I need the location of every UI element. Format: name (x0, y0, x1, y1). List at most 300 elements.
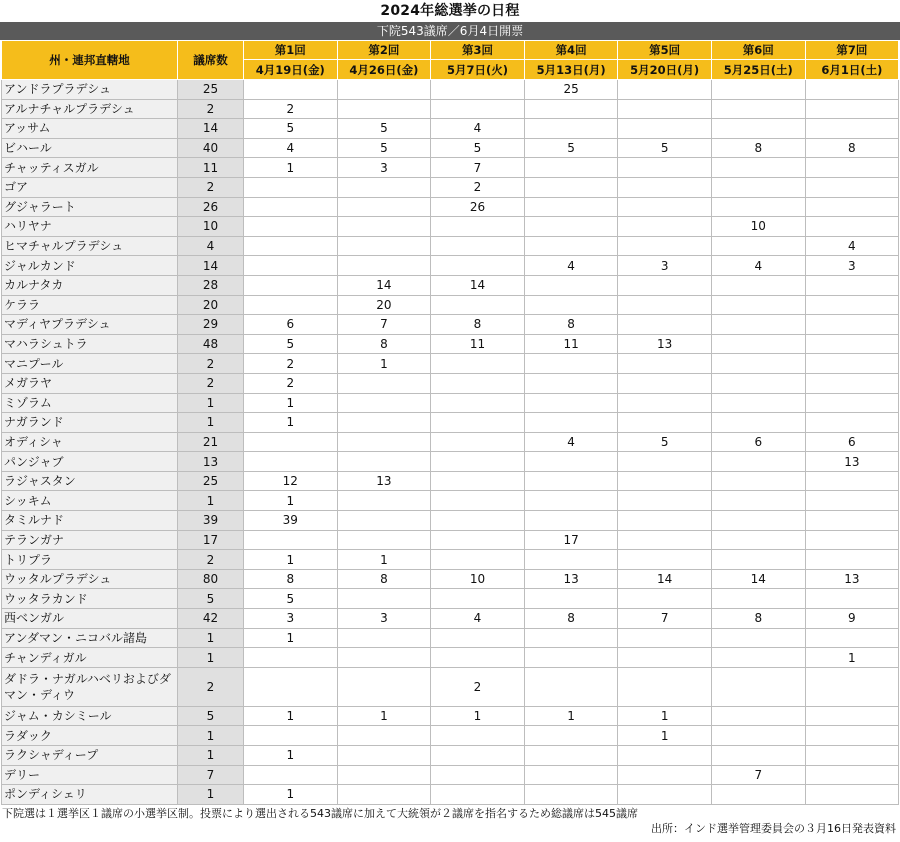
seats-cell: 13 (178, 452, 244, 472)
phase-seats-cell (337, 256, 431, 276)
phase-seats-cell: 5 (618, 138, 712, 158)
table-row (2, 158, 899, 178)
phase-seats-cell (431, 354, 525, 374)
phase-seats-cell: 1 (337, 354, 431, 374)
seats-cell: 1 (178, 726, 244, 746)
phase-seats-cell: 4 (524, 256, 618, 276)
phase-seats-cell (805, 177, 899, 197)
phase-seats-cell (524, 667, 618, 706)
phase-seats-cell: 13 (805, 569, 899, 589)
table-row (2, 295, 899, 315)
phase-seats-cell (618, 413, 712, 433)
phase-seats-cell (618, 177, 712, 197)
phase-seats-cell (337, 217, 431, 237)
phase-seats-cell (337, 628, 431, 648)
phase-seats-cell (431, 413, 525, 433)
phase-seats-cell: 13 (524, 569, 618, 589)
phase-seats-cell (524, 197, 618, 217)
phase-seats-cell (524, 275, 618, 295)
phase-seats-cell (524, 99, 618, 119)
table-row (2, 413, 899, 433)
phase-seats-cell (711, 628, 805, 648)
phase-seats-cell: 20 (337, 295, 431, 315)
phase-seats-cell: 11 (524, 334, 618, 354)
state-name-cell: テランガナ (2, 530, 178, 550)
phase-seats-cell (711, 726, 805, 746)
phase-seats-cell: 3 (805, 256, 899, 276)
table-row (2, 373, 899, 393)
phase-seats-cell: 39 (244, 511, 338, 531)
phase-seats-cell (805, 746, 899, 766)
state-name-cell: 西ベンガル (2, 609, 178, 629)
state-name-cell: ケララ (2, 295, 178, 315)
header-seats: 議席数 (178, 41, 244, 80)
table-row (2, 315, 899, 335)
phase-seats-cell: 8 (244, 569, 338, 589)
phase-seats-cell (618, 354, 712, 374)
phase-seats-cell (524, 236, 618, 256)
table-row (2, 334, 899, 354)
phase-seats-cell (524, 589, 618, 609)
state-name-cell: ハリヤナ (2, 217, 178, 237)
table-row (2, 746, 899, 766)
state-name-cell: ビハール (2, 138, 178, 158)
phase-seats-cell (711, 315, 805, 335)
phase-seats-cell (337, 236, 431, 256)
phase-seats-cell: 8 (711, 609, 805, 629)
state-name-cell: グジャラート (2, 197, 178, 217)
phase-seats-cell: 1 (431, 706, 525, 726)
phase-seats-cell (337, 80, 431, 100)
phase-seats-cell (431, 785, 525, 805)
phase-seats-cell (337, 726, 431, 746)
state-name-cell: タミルナド (2, 511, 178, 531)
seats-cell: 1 (178, 628, 244, 648)
phase-seats-cell: 5 (337, 138, 431, 158)
phase-seats-cell (805, 197, 899, 217)
phase-seats-cell: 4 (711, 256, 805, 276)
phase-seats-cell (431, 99, 525, 119)
phase-seats-cell (805, 158, 899, 178)
phase-seats-cell: 1 (618, 726, 712, 746)
phase-seats-cell (618, 550, 712, 570)
phase-seats-cell: 2 (244, 354, 338, 374)
phase-seats-cell: 3 (337, 609, 431, 629)
phase-seats-cell (711, 452, 805, 472)
phase-seats-cell: 4 (431, 119, 525, 139)
table-row (2, 667, 899, 706)
state-name-cell: パンジャブ (2, 452, 178, 472)
phase-seats-cell (431, 648, 525, 668)
phase-seats-cell (244, 648, 338, 668)
state-name-cell: ミゾラム (2, 393, 178, 413)
phase-seats-cell: 1 (244, 393, 338, 413)
phase-seats-cell: 14 (618, 569, 712, 589)
phase-seats-cell (618, 80, 712, 100)
phase-seats-cell (618, 628, 712, 648)
phase-seats-cell (711, 511, 805, 531)
phase-seats-cell (618, 99, 712, 119)
phase-seats-cell (524, 726, 618, 746)
phase-seats-cell (431, 589, 525, 609)
seats-cell: 25 (178, 80, 244, 100)
phase-seats-cell: 3 (618, 256, 712, 276)
phase-seats-cell (431, 491, 525, 511)
state-name-cell: ジャム・カシミール (2, 706, 178, 726)
phase-seats-cell (431, 511, 525, 531)
phase-seats-cell: 1 (244, 706, 338, 726)
header-phase: 第3回 (431, 41, 525, 60)
phase-seats-cell (337, 746, 431, 766)
seats-cell: 1 (178, 785, 244, 805)
phase-seats-cell (618, 746, 712, 766)
phase-seats-cell (337, 765, 431, 785)
phase-seats-cell (431, 80, 525, 100)
phase-seats-cell (337, 648, 431, 668)
phase-seats-cell (244, 256, 338, 276)
phase-seats-cell (431, 471, 525, 491)
table-row (2, 530, 899, 550)
table-row (2, 275, 899, 295)
phase-seats-cell (244, 530, 338, 550)
phase-seats-cell (618, 158, 712, 178)
header-phase: 第1回 (244, 41, 338, 60)
phase-seats-cell (244, 275, 338, 295)
state-name-cell: アルナチャルプラデシュ (2, 99, 178, 119)
seats-cell: 5 (178, 589, 244, 609)
phase-seats-cell: 5 (431, 138, 525, 158)
phase-seats-cell (711, 119, 805, 139)
phase-seats-cell (618, 511, 712, 531)
phase-seats-cell (805, 413, 899, 433)
phase-seats-cell: 1 (244, 158, 338, 178)
phase-seats-cell (337, 413, 431, 433)
phase-seats-cell (337, 99, 431, 119)
phase-seats-cell (524, 217, 618, 237)
state-name-cell: ウッタラカンド (2, 589, 178, 609)
state-name-cell: ナガランド (2, 413, 178, 433)
phase-seats-cell: 5 (244, 334, 338, 354)
phase-seats-cell (711, 177, 805, 197)
state-name-cell: マハラシュトラ (2, 334, 178, 354)
header-date: 6月1日(土) (805, 60, 899, 80)
table-row (2, 236, 899, 256)
state-name-cell: マディヤプラデシュ (2, 315, 178, 335)
phase-seats-cell (524, 511, 618, 531)
seats-cell: 28 (178, 275, 244, 295)
phase-seats-cell (524, 295, 618, 315)
phase-seats-cell (618, 765, 712, 785)
phase-seats-cell (805, 765, 899, 785)
phase-seats-cell (711, 393, 805, 413)
phase-seats-cell: 10 (431, 569, 525, 589)
source-note: 出所：インド選挙管理委員会の３月16日発表資料 (651, 821, 896, 835)
phase-seats-cell (805, 589, 899, 609)
seats-cell: 14 (178, 119, 244, 139)
phase-seats-cell: 10 (711, 217, 805, 237)
table-row (2, 138, 899, 158)
phase-seats-cell (711, 158, 805, 178)
table-row (2, 393, 899, 413)
phase-seats-cell (805, 785, 899, 805)
phase-seats-cell (711, 236, 805, 256)
phase-seats-cell (711, 80, 805, 100)
phase-seats-cell (337, 667, 431, 706)
state-name-cell: ウッタルプラデシュ (2, 569, 178, 589)
state-name-cell: トリプラ (2, 550, 178, 570)
phase-seats-cell: 13 (805, 452, 899, 472)
phase-seats-cell: 1 (244, 413, 338, 433)
phase-seats-cell (805, 217, 899, 237)
phase-seats-cell: 3 (244, 609, 338, 629)
phase-seats-cell: 3 (337, 158, 431, 178)
phase-seats-cell (524, 177, 618, 197)
header-phase: 第7回 (805, 41, 899, 60)
subtitle-bar: 下院543議席／6月4日開票 (0, 22, 900, 40)
phase-seats-cell (805, 491, 899, 511)
phase-seats-cell (524, 393, 618, 413)
state-name-cell: ポンディシェリ (2, 785, 178, 805)
header-phase: 第2回 (337, 41, 431, 60)
phase-seats-cell: 8 (337, 334, 431, 354)
header-date: 4月26日(金) (337, 60, 431, 80)
phase-seats-cell (711, 471, 805, 491)
phase-seats-cell (431, 550, 525, 570)
phase-seats-cell (618, 589, 712, 609)
phase-seats-cell: 7 (337, 315, 431, 335)
phase-seats-cell (618, 275, 712, 295)
phase-seats-cell (711, 197, 805, 217)
phase-seats-cell (805, 373, 899, 393)
phase-seats-cell (618, 119, 712, 139)
phase-seats-cell: 1 (244, 746, 338, 766)
phase-seats-cell (711, 746, 805, 766)
table-row (2, 628, 899, 648)
footnote: 下院選は１選挙区１議席の小選挙区制。投票により選出される543議席に加えて大統領が２議席を指名するため総議席は545議席 (2, 806, 638, 820)
header-phase: 第5回 (618, 41, 712, 60)
phase-seats-cell (618, 452, 712, 472)
phase-seats-cell (805, 334, 899, 354)
phase-seats-cell (711, 648, 805, 668)
table-row (2, 785, 899, 805)
seats-cell: 42 (178, 609, 244, 629)
phase-seats-cell (337, 785, 431, 805)
phase-seats-cell (805, 354, 899, 374)
table-row (2, 256, 899, 276)
phase-seats-cell (431, 432, 525, 452)
phase-seats-cell: 25 (524, 80, 618, 100)
seats-cell: 2 (178, 99, 244, 119)
phase-seats-cell (711, 706, 805, 726)
phase-seats-cell: 1 (805, 648, 899, 668)
table-row (2, 197, 899, 217)
phase-seats-cell (524, 785, 618, 805)
table-row (2, 648, 899, 668)
table-row (2, 432, 899, 452)
phase-seats-cell (805, 295, 899, 315)
phase-seats-cell (524, 452, 618, 472)
table-row (2, 119, 899, 139)
phase-seats-cell: 2 (244, 99, 338, 119)
seats-cell: 29 (178, 315, 244, 335)
phase-seats-cell (711, 667, 805, 706)
seats-cell: 2 (178, 550, 244, 570)
table-row (2, 452, 899, 472)
seats-cell: 1 (178, 648, 244, 668)
phase-seats-cell: 1 (524, 706, 618, 726)
state-name-cell: カルナタカ (2, 275, 178, 295)
phase-seats-cell (618, 667, 712, 706)
phase-seats-cell: 14 (337, 275, 431, 295)
seats-cell: 17 (178, 530, 244, 550)
phase-seats-cell (431, 765, 525, 785)
phase-seats-cell (431, 373, 525, 393)
phase-seats-cell (618, 648, 712, 668)
state-name-cell: ヒマチャルプラデシュ (2, 236, 178, 256)
phase-seats-cell (431, 393, 525, 413)
phase-seats-cell (711, 550, 805, 570)
seats-cell: 2 (178, 177, 244, 197)
phase-seats-cell: 8 (337, 569, 431, 589)
phase-seats-cell (711, 99, 805, 119)
phase-seats-cell: 14 (431, 275, 525, 295)
phase-seats-cell (524, 648, 618, 668)
phase-seats-cell (711, 354, 805, 374)
seats-cell: 2 (178, 373, 244, 393)
page-title: 2024年総選挙の日程 (380, 3, 520, 19)
phase-seats-cell (244, 726, 338, 746)
phase-seats-cell: 2 (431, 177, 525, 197)
phase-seats-cell (524, 628, 618, 648)
phase-seats-cell (431, 746, 525, 766)
seats-cell: 14 (178, 256, 244, 276)
table-row (2, 80, 899, 100)
phase-seats-cell: 6 (805, 432, 899, 452)
phase-seats-cell (711, 275, 805, 295)
phase-seats-cell (805, 471, 899, 491)
phase-seats-cell: 2 (431, 667, 525, 706)
phase-seats-cell (711, 785, 805, 805)
phase-seats-cell: 11 (431, 334, 525, 354)
header-date: 5月7日(火) (431, 60, 525, 80)
state-name-cell: メガラヤ (2, 373, 178, 393)
phase-seats-cell (337, 589, 431, 609)
header-date: 4月19日(金) (244, 60, 338, 80)
state-name-cell: ジャルカンド (2, 256, 178, 276)
state-name-cell: チャンディガル (2, 648, 178, 668)
phase-seats-cell (805, 550, 899, 570)
phase-seats-cell: 8 (711, 138, 805, 158)
phase-seats-cell (431, 217, 525, 237)
phase-seats-cell (618, 785, 712, 805)
state-name-cell: アンダマン・ニコバル諸島 (2, 628, 178, 648)
phase-seats-cell (711, 295, 805, 315)
phase-seats-cell (244, 236, 338, 256)
phase-seats-cell: 5 (618, 432, 712, 452)
phase-seats-cell: 8 (431, 315, 525, 335)
seats-cell: 26 (178, 197, 244, 217)
phase-seats-cell (431, 236, 525, 256)
phase-seats-cell: 5 (244, 589, 338, 609)
phase-seats-cell: 5 (337, 119, 431, 139)
phase-seats-cell (244, 432, 338, 452)
seats-cell: 20 (178, 295, 244, 315)
phase-seats-cell: 7 (618, 609, 712, 629)
election-schedule-table (1, 40, 899, 805)
phase-seats-cell (805, 315, 899, 335)
phase-seats-cell (805, 393, 899, 413)
state-name-cell: アンドラプラデシュ (2, 80, 178, 100)
header-date: 5月20日(月) (618, 60, 712, 80)
phase-seats-cell (524, 550, 618, 570)
phase-seats-cell (618, 373, 712, 393)
phase-seats-cell (337, 432, 431, 452)
seats-cell: 80 (178, 569, 244, 589)
phase-seats-cell (431, 726, 525, 746)
seats-cell: 1 (178, 393, 244, 413)
seats-cell: 1 (178, 413, 244, 433)
phase-seats-cell: 4 (431, 609, 525, 629)
phase-seats-cell (805, 706, 899, 726)
seats-cell: 2 (178, 354, 244, 374)
phase-seats-cell (618, 315, 712, 335)
phase-seats-cell (524, 373, 618, 393)
phase-seats-cell: 1 (337, 550, 431, 570)
phase-seats-cell: 6 (244, 315, 338, 335)
table-row (2, 550, 899, 570)
phase-seats-cell: 1 (244, 491, 338, 511)
phase-seats-cell: 13 (618, 334, 712, 354)
phase-seats-cell (337, 511, 431, 531)
state-name-cell: ダドラ・ナガルハベリおよびダマン・ディウ (2, 667, 178, 706)
phase-seats-cell: 1 (337, 706, 431, 726)
phase-seats-cell (337, 452, 431, 472)
phase-seats-cell (618, 471, 712, 491)
phase-seats-cell: 5 (524, 138, 618, 158)
table-row (2, 177, 899, 197)
header-state: 州・連邦直轄地 (2, 41, 178, 80)
seats-cell: 1 (178, 491, 244, 511)
header-date: 5月25日(土) (711, 60, 805, 80)
seats-cell: 10 (178, 217, 244, 237)
phase-seats-cell (711, 334, 805, 354)
phase-seats-cell (524, 471, 618, 491)
phase-seats-cell: 6 (711, 432, 805, 452)
table-row (2, 765, 899, 785)
phase-seats-cell (431, 530, 525, 550)
phase-seats-cell (337, 197, 431, 217)
phase-seats-cell (805, 275, 899, 295)
phase-seats-cell (244, 197, 338, 217)
phase-seats-cell: 7 (431, 158, 525, 178)
phase-seats-cell (711, 491, 805, 511)
phase-seats-cell (431, 295, 525, 315)
phase-seats-cell: 9 (805, 609, 899, 629)
state-name-cell: マニプール (2, 354, 178, 374)
state-name-cell: チャッティスガル (2, 158, 178, 178)
phase-seats-cell (805, 726, 899, 746)
phase-seats-cell (618, 491, 712, 511)
phase-seats-cell (805, 667, 899, 706)
phase-seats-cell (711, 373, 805, 393)
phase-seats-cell: 4 (524, 432, 618, 452)
phase-seats-cell (244, 217, 338, 237)
state-name-cell: シッキム (2, 491, 178, 511)
seats-cell: 1 (178, 746, 244, 766)
header-phase: 第4回 (524, 41, 618, 60)
phase-seats-cell (711, 530, 805, 550)
phase-seats-cell (805, 511, 899, 531)
